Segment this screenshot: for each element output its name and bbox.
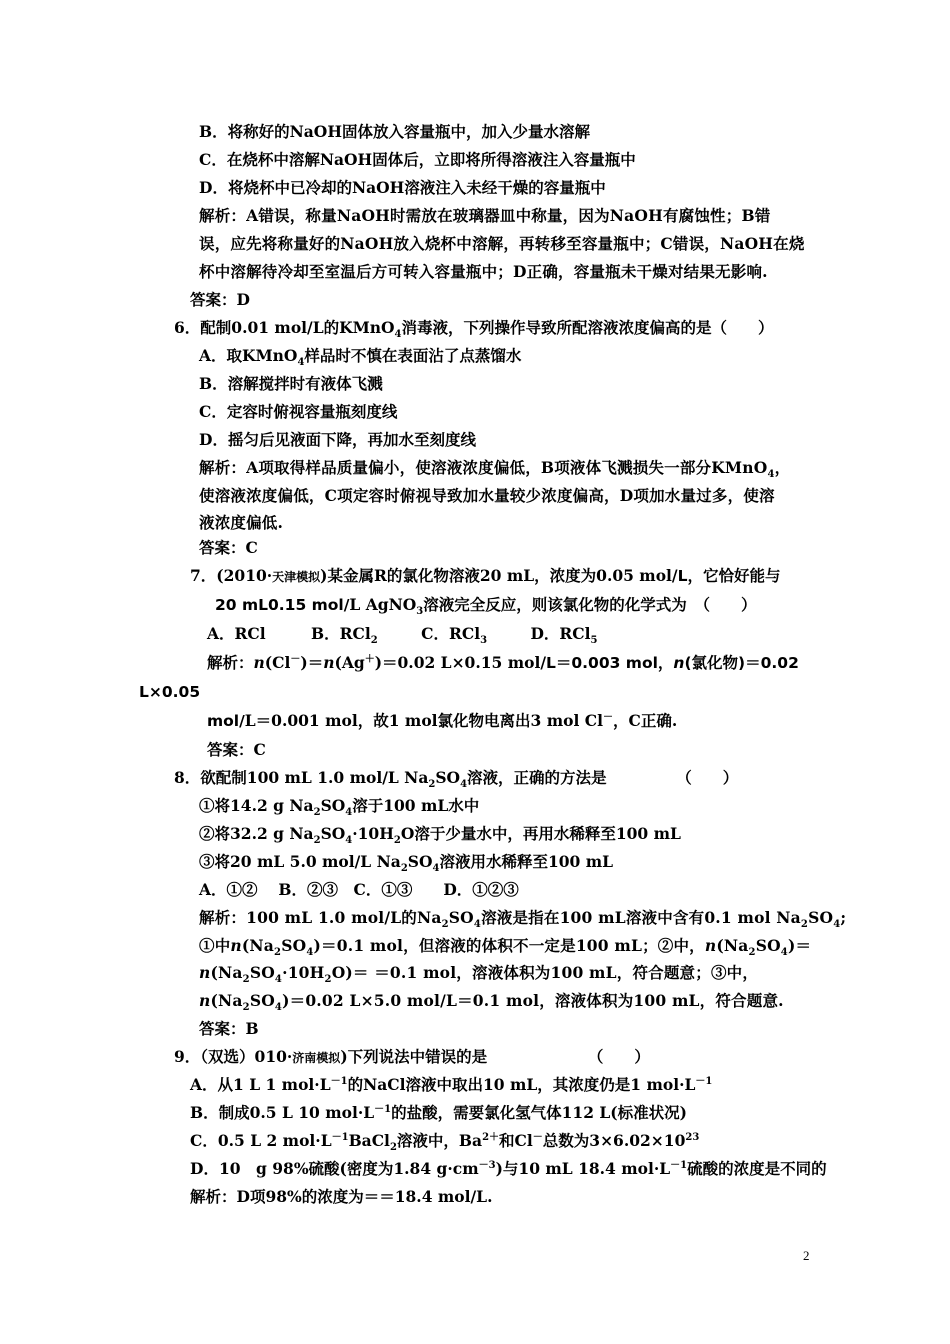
text-segment: 解析： — [207, 653, 254, 672]
subscript: 4 — [274, 974, 283, 986]
subscript: 2 — [313, 835, 321, 847]
text-segment: ①将14.2 g Na — [199, 796, 314, 815]
analysis-line — [199, 262, 768, 282]
option-d-line — [199, 178, 606, 198]
question-7 — [190, 566, 780, 587]
superscript: 2＋ — [482, 1131, 500, 1143]
text-segment: )某金属R的氯化物溶液20 mL，浓度为0.05 mol/ — [320, 566, 678, 585]
subscript: 3 — [480, 635, 488, 647]
option-c: C．RCl — [421, 624, 481, 643]
text-segment: SO — [320, 824, 346, 843]
analysis-line — [199, 234, 805, 254]
variable-n: n — [704, 936, 717, 955]
text-segment: A．从1 L 1 mol·L — [190, 1075, 331, 1094]
text-segment: )＝ — [787, 936, 812, 955]
text-segment: 济南模拟 — [292, 1051, 341, 1065]
subscript: 2 — [393, 835, 401, 847]
text-segment: (Cl — [264, 653, 291, 672]
text-segment: 硫酸的浓度是不同的 — [687, 1159, 827, 1178]
answer-line — [207, 740, 266, 760]
subscript: 4 — [345, 807, 353, 819]
subscript: 4 — [780, 947, 788, 959]
subscript: 4 — [767, 469, 775, 481]
text-segment: 解析：100 mL 1.0 mol/L的Na — [199, 908, 442, 927]
analysis-line — [199, 206, 770, 226]
analysis-line — [207, 653, 799, 673]
text-segment: 溶液用水稀释至100 mL — [439, 852, 614, 871]
text-segment: 的盐酸，需要氯化氢气体112 L(标准状况) — [391, 1103, 687, 1122]
text-segment: 样品时不慎在表面沾了点蒸馏水 — [304, 346, 522, 365]
text-segment: A．取KMnO — [199, 346, 298, 365]
page-number: 2 — [803, 1248, 810, 1263]
subscript: 3 — [416, 606, 424, 618]
text-segment: B．制成0.5 L 10 mol·L — [190, 1103, 375, 1122]
text-line: A．①② B．②③ C．①③ D．①②③ — [199, 880, 519, 899]
superscript: － — [532, 1131, 543, 1143]
subscript: 4 — [394, 329, 402, 341]
text-line: D．摇匀后见液面下降，再加水至刻度线 — [199, 430, 476, 449]
subscript: 5 — [590, 635, 598, 647]
text-segment: 天津模拟 — [272, 570, 321, 584]
subscript: 2 — [370, 635, 378, 647]
text-segment: 的NaCl溶液中取出10 mL，其浓度仍是1 mol·L — [347, 1075, 696, 1094]
text-line: 使溶液浓度偏低，C项定容时俯视导致加水量较少浓度偏高，D项加水量过多，使溶 — [199, 486, 775, 505]
variable-n: n — [199, 991, 211, 1010]
text-line: 答案：C — [207, 740, 266, 759]
text-segment: 和Cl — [499, 1131, 533, 1150]
text-segment: 6．配制0.01 mol/L的KMnO — [174, 318, 395, 337]
text-segment: mol/ — [207, 712, 245, 730]
analysis-line — [199, 908, 847, 931]
text-segment: ①中 — [199, 936, 231, 955]
text-line: L×0.05 — [139, 683, 201, 701]
text-segment: SO — [320, 796, 346, 815]
text-segment: 溶液中，Ba — [396, 1131, 483, 1150]
superscript: － — [290, 653, 301, 665]
subscript: 4 — [473, 919, 482, 931]
text-segment: ③将20 mL 5.0 mol/L Na — [199, 852, 401, 871]
text-line: 杯中溶解待冷却至室温后方可转入容量瓶中；D正确，容量瓶未干燥对结果无影响. — [199, 262, 768, 281]
text-segment: C．0.5 L 2 mol·L — [190, 1131, 332, 1150]
subscript: 4 — [432, 863, 440, 875]
text-segment: D．10 g 98%硫酸(密度为1.84 g·cm — [190, 1159, 479, 1178]
text-segment: SO — [249, 963, 275, 982]
text-segment: (Na — [210, 991, 243, 1010]
text-segment: 溶液，正确的方法是 （ ） — [467, 768, 739, 787]
option-d-line — [190, 1159, 827, 1179]
superscript: －1 — [695, 1075, 713, 1087]
text-segment: 8．欲配制100 mL 1.0 mol/L Na — [174, 768, 429, 787]
variable-n: n — [323, 653, 335, 672]
text-segment: BaCl — [348, 1131, 390, 1150]
text-segment: SO — [808, 908, 834, 927]
subscript: 2 — [800, 919, 809, 931]
text-segment: (Ag — [334, 653, 365, 672]
text-segment: L＝0.001 mol，故1 mol氯化物电离出3 mol Cl — [244, 711, 603, 730]
options-line — [199, 880, 519, 900]
subscript: 2 — [748, 947, 756, 959]
text-segment: (Na — [716, 936, 749, 955]
text-line: B．溶解搅拌时有液体飞溅 — [199, 374, 383, 393]
text-segment: L AgNO — [349, 595, 417, 614]
text-segment: O)＝ ＝0.1 mol，溶液体积为100 mL，符合题意；③中， — [331, 963, 759, 982]
text-segment: SO — [407, 852, 433, 871]
subscript: 2 — [400, 863, 408, 875]
text-segment: 溶液是指在100 mL溶液中含有0.1 mol Na — [481, 908, 801, 927]
answer-line — [190, 290, 250, 310]
analysis-line — [199, 513, 283, 533]
question-8 — [174, 768, 739, 791]
text-segment: 7．(2010· — [190, 566, 273, 585]
analysis-wrap — [139, 682, 200, 702]
text-segment: 20 mL0.15 mol/ — [215, 596, 350, 614]
option-c-line — [199, 402, 397, 422]
question-6 — [174, 318, 774, 341]
text-segment: 溶液完全反应，则该氯化物的化学式为 （ ） — [423, 595, 757, 614]
subscript: 4 — [297, 357, 305, 369]
text-line: 误，应先将称量好的NaOH放入烧杯中溶解，再转移至容量瓶中；C错误，NaOH在烧 — [199, 234, 805, 253]
option-a: A．RCl — [207, 624, 266, 643]
question-7-cont — [215, 595, 757, 618]
superscript: －1 — [374, 1103, 392, 1115]
analysis-line — [199, 963, 759, 986]
text-line: 解析：D项98%的浓度为＝＝18.4 mol/L. — [190, 1187, 493, 1206]
subscript: 4 — [306, 947, 314, 959]
text-segment: )＝0.02 L×5.0 mol/L＝0.1 mol，溶液体积为100 mL，符合题意. — [282, 991, 784, 1010]
subscript: 4 — [274, 1002, 283, 1014]
method-3 — [199, 852, 614, 875]
subscript: 2 — [441, 919, 449, 931]
text-segment: (Na — [210, 963, 243, 982]
text-segment: SO — [755, 936, 781, 955]
superscript: －1 — [670, 1159, 688, 1171]
option-b: B．RCl — [311, 624, 371, 643]
text-segment: 9．（双选）010· — [174, 1047, 293, 1066]
option-c-line — [190, 1131, 700, 1154]
text-line: 答案：B — [199, 1019, 259, 1038]
answer-line — [199, 1019, 259, 1039]
analysis-line — [199, 458, 791, 481]
analysis-line — [190, 1187, 492, 1207]
method-1 — [199, 796, 480, 819]
subscript: 2 — [389, 1142, 397, 1154]
text-segment: ， — [774, 458, 791, 477]
text-line: 液浓度偏低. — [199, 513, 284, 532]
superscript: － — [602, 711, 613, 723]
text-segment: )＝0.02 L×0.15 mol/ — [374, 653, 546, 672]
analysis-line — [199, 991, 784, 1014]
text-segment: 消毒液，下列操作导致所配溶液浓度偏高的是（ ） — [401, 318, 774, 337]
question-9 — [174, 1047, 650, 1068]
text-segment: SO — [249, 991, 275, 1010]
subscript: 4 — [345, 835, 353, 847]
variable-n: n — [253, 653, 265, 672]
text-segment: ·10H — [282, 963, 325, 982]
analysis-line — [199, 936, 812, 959]
text-segment: SO — [435, 768, 461, 787]
options-line — [207, 624, 598, 647]
subscript: 2 — [324, 974, 332, 986]
text-segment: (Na — [241, 936, 275, 955]
text-line: 答案：C — [199, 538, 258, 557]
text-segment: )下列说法中错误的是 （ ） — [340, 1047, 650, 1066]
subscript: 2 — [428, 779, 436, 791]
text-line: C．在烧杯中溶解NaOH固体后，立即将所得溶液注入容量瓶中 — [199, 150, 636, 169]
text-segment: ，C正确. — [612, 711, 678, 730]
text-line: C．定容时俯视容量瓶刻度线 — [199, 402, 398, 421]
option-a-line — [199, 346, 522, 369]
text-segment: L，它恰好能与 — [677, 567, 781, 585]
text-segment: ②将32.2 g Na — [199, 824, 314, 843]
text-segment: L＝0.003 mol， — [546, 654, 674, 672]
subscript: 2 — [242, 974, 250, 986]
text-segment: ·10H — [352, 824, 394, 843]
option-b-line — [190, 1103, 687, 1123]
text-segment: SO — [281, 936, 307, 955]
option-d-line — [199, 430, 476, 450]
subscript: 2 — [274, 947, 282, 959]
variable-n: n — [199, 963, 211, 982]
superscript: －1 — [330, 1075, 348, 1087]
subscript: 2 — [313, 807, 321, 819]
analysis-line — [207, 711, 677, 731]
option-a-line — [190, 1075, 712, 1095]
analysis-line — [199, 486, 775, 506]
text-segment: 溶于100 mL水中 — [352, 796, 480, 815]
option-b-line — [199, 122, 590, 142]
superscript: －1 — [331, 1131, 349, 1143]
text-line: 答案：D — [190, 290, 250, 309]
variable-n: n — [673, 654, 685, 672]
text-segment: (氯化物)＝0.02 — [684, 654, 799, 672]
option-b-line — [199, 374, 383, 394]
text-segment: O溶于少量水中，再用水稀释至100 mL — [400, 824, 681, 843]
text-line: 解析：A错误，称量NaOH时需放在玻璃器皿中称量，因为NaOH有腐蚀性；B错 — [199, 206, 771, 225]
subscript: 4 — [460, 779, 468, 791]
text-line: D．将烧杯中已冷却的NaOH溶液注入未经干燥的容量瓶中 — [199, 178, 606, 197]
method-2 — [199, 824, 681, 847]
text-segment: ; — [840, 908, 847, 927]
answer-line — [199, 538, 258, 558]
text-segment: )＝ — [300, 653, 324, 672]
subscript: 4 — [833, 919, 841, 931]
text-segment: 总数为3×6.02×10 — [542, 1131, 686, 1150]
superscript: －3 — [478, 1159, 496, 1171]
option-d: D．RCl — [530, 624, 591, 643]
superscript: ＋ — [364, 653, 375, 665]
option-c-line — [199, 150, 636, 170]
text-segment: SO — [448, 908, 474, 927]
superscript: 23 — [685, 1131, 700, 1143]
text-segment: )与10 mL 18.4 mol·L — [495, 1159, 671, 1178]
subscript: 2 — [242, 1002, 250, 1014]
variable-n: n — [230, 936, 242, 955]
text-line: B．将称好的NaOH固体放入容量瓶中，加入少量水溶解 — [199, 122, 590, 141]
text-segment: )＝0.1 mol，但溶液的体积不一定是100 mL；②中， — [313, 936, 705, 955]
text-segment: 解析：A项取得样品质量偏小，使溶液浓度偏低，B项液体飞溅损失一部分KMnO — [199, 458, 768, 477]
